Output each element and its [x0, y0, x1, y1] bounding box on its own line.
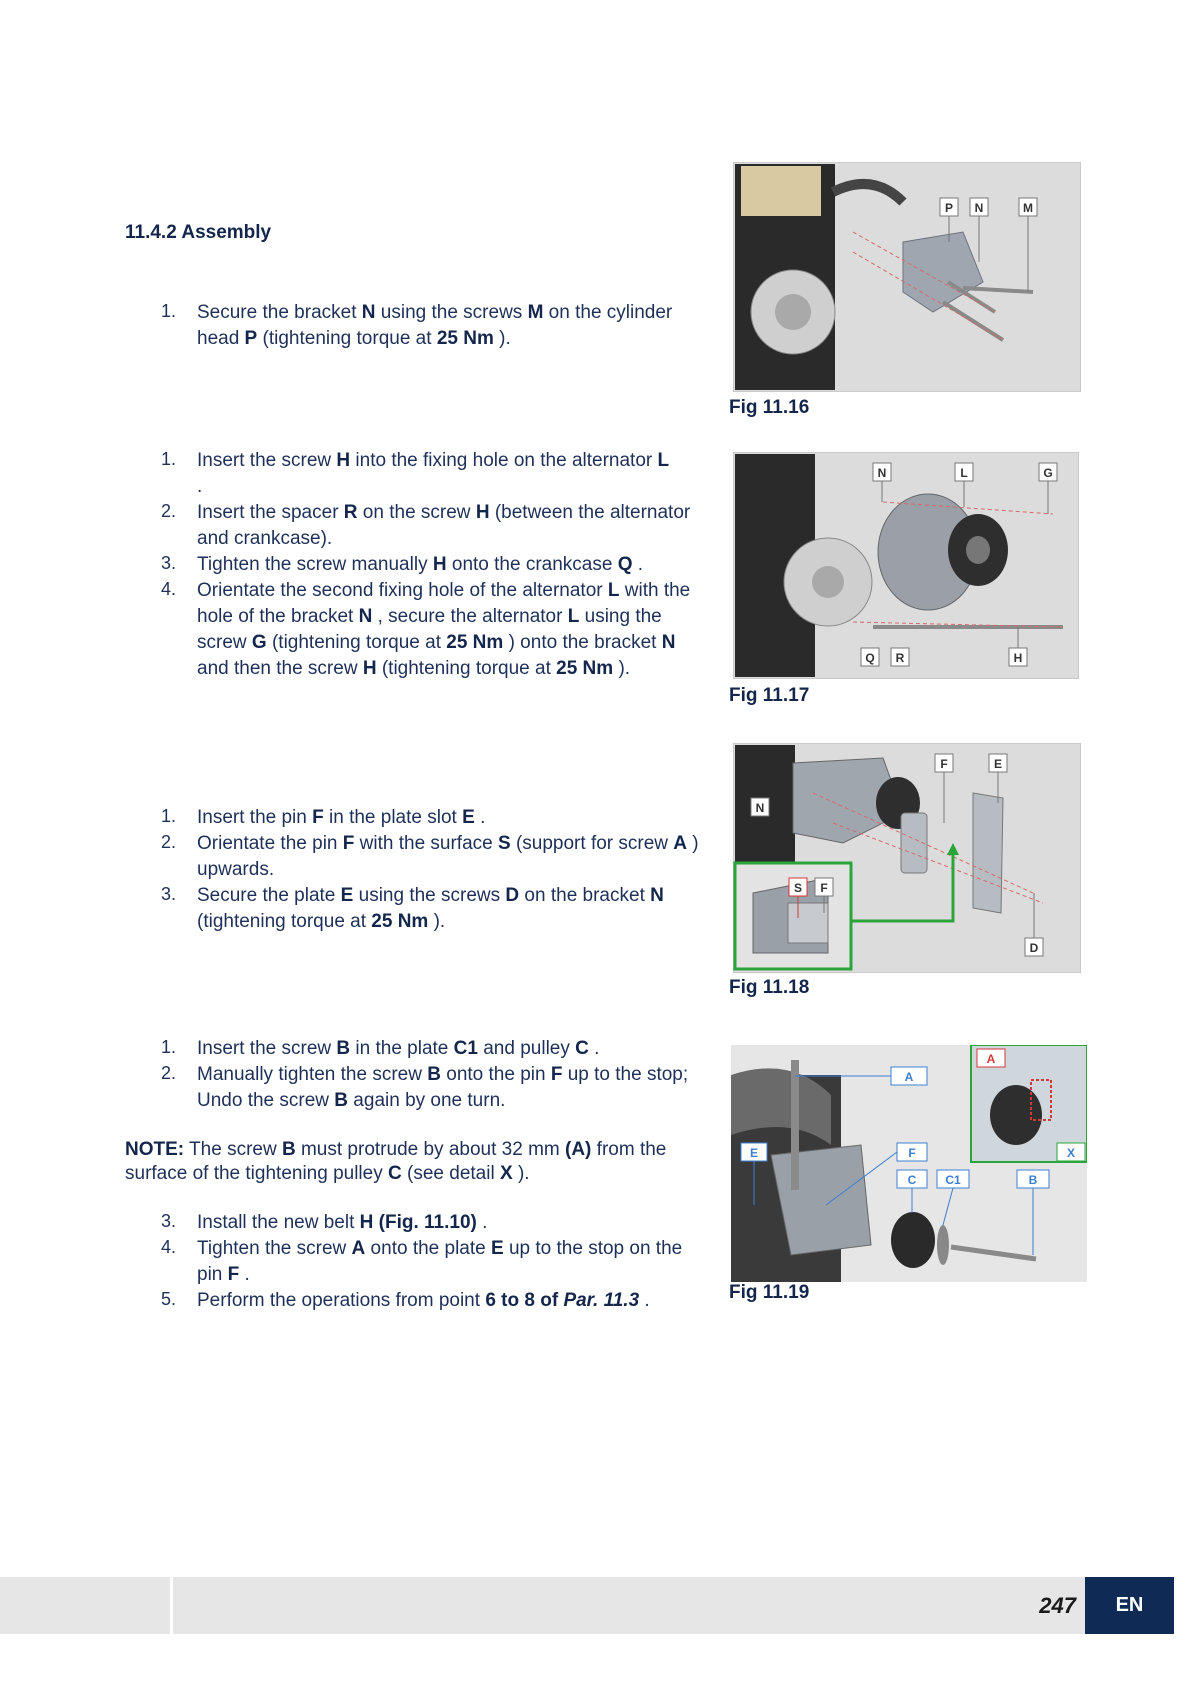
svg-text:D: D [1029, 941, 1039, 955]
svg-text:L: L [960, 466, 968, 480]
svg-text:X: X [1066, 1146, 1076, 1160]
language-badge: EN [1085, 1577, 1174, 1634]
page-number: 247 [1039, 1593, 1076, 1618]
list-item: 2. Insert the spacer R on the screw H (between the alternator and crankcase). [161, 501, 691, 549]
svg-text:H: H [1013, 651, 1023, 665]
step-group-plate [125, 805, 705, 935]
svg-text:M: M [1023, 201, 1033, 215]
list-item: 3. Install the new belt H (Fig. 11.10) . [161, 1211, 488, 1233]
svg-text:F: F [820, 881, 828, 895]
list-item: 4. Tighten the screw A onto the plate E up to the stop on the pin F . [161, 1237, 683, 1285]
step-group-pulley [125, 1036, 705, 1314]
svg-text:E: E [993, 757, 1003, 771]
list-item: 5. Perform the operations from point 6 to 8 of Par. 11.3 . [161, 1289, 650, 1311]
svg-text:C: C [907, 1173, 917, 1187]
svg-text:A: A [904, 1070, 914, 1084]
svg-text:N: N [755, 801, 765, 815]
svg-text:A: A [986, 1052, 996, 1066]
figure-11-16 [733, 162, 1081, 392]
svg-text:Q: Q [865, 651, 875, 665]
figure-11-19 [731, 1045, 1087, 1282]
svg-text:N: N [974, 201, 984, 215]
figure-11-17 [733, 452, 1079, 679]
footer-bar [0, 1577, 1085, 1634]
svg-text:F: F [940, 757, 948, 771]
figure-11-19-caption: Fig 11.19 [729, 1282, 810, 1303]
figure-11-18 [733, 743, 1081, 973]
footer-divider [170, 1577, 173, 1634]
svg-text:G: G [1043, 466, 1053, 480]
step-group-alternator [125, 448, 705, 682]
figure-11-16-drawing [733, 162, 1081, 392]
figure-11-16-caption: Fig 11.16 [729, 397, 810, 418]
figure-11-17-caption: Fig 11.17 [729, 685, 810, 706]
figure-11-19-drawing [731, 1045, 1087, 1282]
svg-text:C1: C1 [945, 1173, 961, 1187]
figure-11-17-drawing [733, 452, 1079, 679]
list-item: 3. Tighten the screw manually H onto the crankcase Q . [161, 553, 644, 575]
svg-text:N: N [877, 466, 887, 480]
svg-text:B: B [1028, 1173, 1038, 1187]
step-group-bracket [125, 300, 705, 352]
note-paragraph: NOTE: The screw B must protrude by about 32 mm (A) from the surface of the tightening pulley C (see detail X ). [125, 1139, 667, 1184]
list-item: 3. Secure the plate E using the screws D on the bracket N (tightening torque at 25 Nm ). [161, 884, 664, 932]
svg-text:S: S [793, 881, 803, 895]
list-item: 1. Secure the bracket N using the screws M on the cylinder head P (tightening torque at 25 Nm ). [161, 301, 673, 349]
svg-text:E: E [749, 1146, 759, 1160]
section-heading: 11.4.2 Assembly [125, 222, 272, 243]
list-item: 2. Manually tighten the screw B onto the pin F up to the stop; Undo the screw B again by one turn. [161, 1063, 689, 1111]
list-item: 4. Orientate the second fixing hole of the alternator L with the hole of the bracket N , secure the alternator L using the screw G (tightening torque at 25 Nm ) onto the bracket N and then the screw H (tightening torque at 25 Nm ). [161, 579, 691, 679]
svg-text:P: P [944, 201, 954, 215]
list-item: 1. Insert the screw B in the plate C1 and pulley C . [161, 1037, 600, 1059]
figure-11-18-drawing [733, 743, 1081, 973]
figure-11-18-caption: Fig 11.18 [729, 977, 810, 998]
list-item: 2. Orientate the pin F with the surface S (support for screw A ) upwards. [161, 832, 699, 880]
list-item: 1. Insert the screw H into the fixing hole on the alternator L . [161, 449, 670, 497]
svg-text:F: F [908, 1146, 916, 1160]
list-item: 1. Insert the pin F in the plate slot E . [161, 806, 486, 828]
svg-text:R: R [895, 651, 905, 665]
